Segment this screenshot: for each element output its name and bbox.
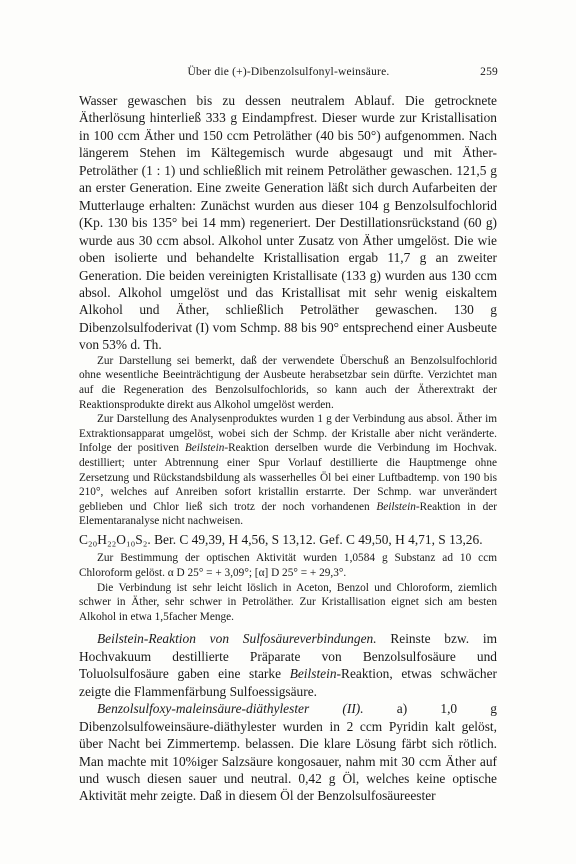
beilstein-text: Reinste bzw. im Hochvakuum destillierte Präparate von Benzolsulfosäure und Toluolsulfosäure gaben eine starke <box>79 631 497 682</box>
note-analysis <box>79 412 497 529</box>
note-analysis-text-b: -Reaktion derselben wurde die Verbindung im Hochvak. destilliert; unter Abtrennung einer Spur Vorlauf destillierte die Hauptmenge ohne Zersetzung und Rückstandsbildung als wasserhelles Öl bei einer Luftbadtemp. von 190 bis 210°, welches auf Anreiben sofort kristallin erstarrte. Der Schmp. war unverändert geblieben und Chlor ließ sich trotz der noch vorhandenen <box>79 442 497 513</box>
beilstein-name: Beilstein <box>289 666 337 682</box>
note-preparation: Zur Darstellung sei bemerkt, daß der verwendete Überschuß an Benzolsulfochlorid ohne wesentliche Beeinträchtigung der Ausbeute herabsetzbar sein dürfte. Verzichtet man auf die Regeneration des Benzolsulfochlorids, so kann auch der Ätherextrakt der Reaktionsprodukte direkt aus Alkohol umgelöst werden. <box>79 354 497 411</box>
beilstein-name: Beilstein <box>184 442 225 455</box>
section-heading-maleinate: Benzolsulfoxy-maleinsäure-diäthylester (II). <box>97 701 364 717</box>
running-title: Über die (+)-Dibenzolsulfonyl-weinsäure. <box>187 66 390 78</box>
section-heading-beilstein: Beilstein-Reaktion von Sulfosäureverbindungen. <box>97 631 377 647</box>
body-text <box>79 92 497 805</box>
beilstein-section <box>79 630 497 700</box>
maleinate-section <box>79 700 497 805</box>
maleinate-text: a) 1,0 g Dibenzolsulfoweinsäure-diäthylester wurden in 2 ccm Pyridin kalt gelöst, über Nacht bei Zimmertemp. belassen. Die klare Lösung färbt sich rötlich. Man machte mit 10%iger Salzsäure kongosauer, nahm mit 30 ccm Äther auf und wusch diesen sauer und neutral. 0,42 g Öl, welches keine optische Aktivität mehr zeigte. Daß in diesem Öl der Benzolsulfosäureester <box>79 701 497 804</box>
paragraph-preparation: Wasser gewaschen bis zu dessen neutralem Ablauf. Die getrocknete Ätherlösung hinterließ 333 g Eindampfrest. Dieser wurde zur Kristallisation in 100 ccm Äther und 150 ccm Petroläther (40 bis 50°) aufgenommen. Nach längerem Stehen im Kältegemisch wurde abgesaugt und mit Äther-Petroläther (1 : 1) und schließlich mit reinem Petroläther gewaschen. 121,5 g an erster Generation. Eine zweite Generation läßt sich durch Aufarbeiten der Mutterlauge erhalten: Zunächst wurden aus dieser 104 g Benzolsulfochlorid (Kp. 130 bis 135° bei 14 mm) regeneriert. Der Destillationsrückstand (60 g) wurde aus 30 ccm absol. Alkohol unter Zusatz von Äther umgelöst. Die wie oben isolierte und behandelte Kristallisation ergab 11,7 g an zweiter Generation. Die beiden vereinigten Kristallisate (133 g) wurden aus 130 ccm absol. Alkohol umgelöst und das Kristallisat mit sehr wenig eiskaltem Alkohol und Äther, schließlich Petroläther gewaschen. 130 g Dibenzolsulfoderivat (I) vom Schmp. 88 bis 90° entsprechend einer Ausbeute von 53% d. Th. <box>79 93 497 353</box>
beilstein-text-tail: -Reaktion, etwas schwächer zeigte die Flammenfärbung Sulfoessigsäure. <box>79 666 498 699</box>
note-analysis-text-a: Zur Darstellung des Analysenproduktes wurden 1 g der Verbindung aus absol. Äther im Extraktionsapparat umgelöst, wobei sich der Schmp. der Kristalle aber nicht veränderte. Infolge der positiven <box>79 413 497 455</box>
note-analysis-text-c: -Reaktion in der Elementaranalyse nicht nachweisen. <box>79 500 497 528</box>
beilstein-name: Beilstein <box>376 500 416 513</box>
solubility-note: Die Verbindung ist sehr leicht löslich in Aceton, Benzol und Chloroform, ziemlich schwer in Äther, sehr schwer in Petroläther. Zur Kristallisation eignet sich am besten Alkohol in etwa 1,5facher Menge. <box>79 581 497 623</box>
elemental-analysis: C₂₀H₂₂O₁₀S₂. Ber. C 49,39, H 4,56, S 13,12. Gef. C 49,50, H 4,71, S 13,26. <box>79 531 483 547</box>
running-header <box>79 66 498 78</box>
page-number: 259 <box>480 66 498 78</box>
optical-activity: Zur Bestimmung der optischen Aktivität wurden 1,0584 g Substanz ad 10 ccm Chloroform gelöst. α D 25° = + 3,09°; [α] D 25° = + 29,3°. <box>79 552 497 579</box>
